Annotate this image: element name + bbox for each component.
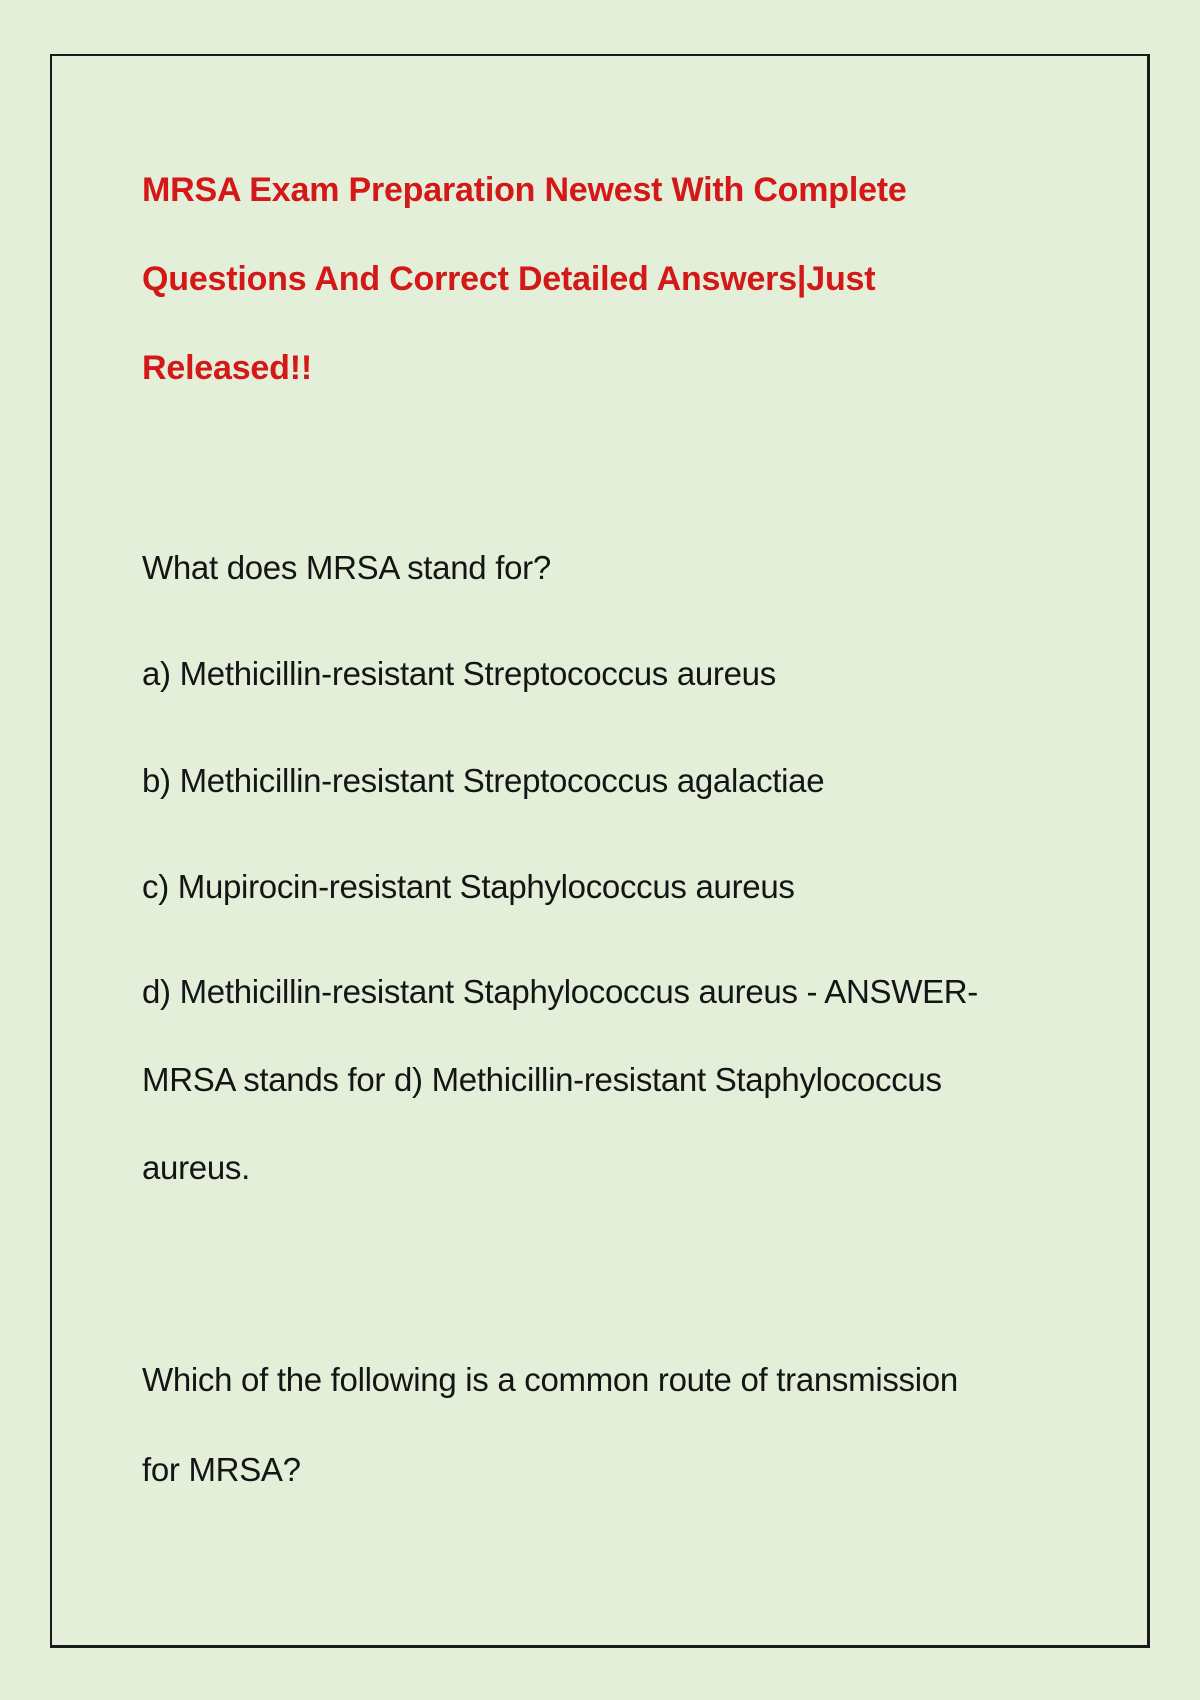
question-1-answer-line-3: aureus. bbox=[142, 1149, 250, 1186]
question-1-answer-line-2: MRSA stands for d) Methicillin-resistant Staphylococcus bbox=[142, 1061, 942, 1098]
title-line-2: Questions And Correct Detailed Answers|Just bbox=[142, 260, 876, 298]
question-2-line-2: for MRSA? bbox=[142, 1451, 301, 1488]
title-line-1: MRSA Exam Preparation Newest With Complete bbox=[142, 171, 907, 209]
question-1-option-c: c) Mupirocin-resistant Staphylococcus aureus bbox=[142, 868, 795, 905]
title-line-3: Released!! bbox=[142, 349, 312, 387]
question-1-answer-line-1: d) Methicillin-resistant Staphylococcus aureus - ANSWER- bbox=[142, 973, 978, 1010]
question-2-line-1: Which of the following is a common route of transmission bbox=[142, 1361, 958, 1398]
document-title bbox=[142, 146, 1042, 413]
question-1-option-a: a) Methicillin-resistant Streptococcus aureus bbox=[142, 655, 776, 692]
question-1-text: What does MRSA stand for? bbox=[142, 549, 551, 586]
question-1-option-b: b) Methicillin-resistant Streptococcus agalactiae bbox=[142, 762, 825, 799]
